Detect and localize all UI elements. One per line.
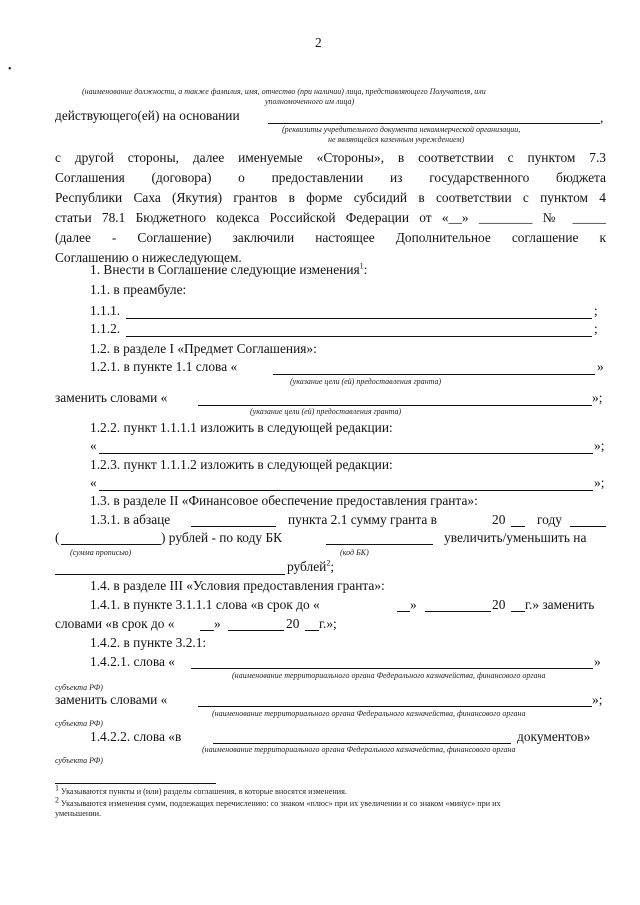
clause-1-4-2-2-end: документов» xyxy=(517,729,591,744)
footnote-separator xyxy=(55,783,216,784)
intro-line-2: Соглашения (договора) о предоставлении из государственного бюджета xyxy=(55,170,606,185)
replace-label-1: заменить словами « xyxy=(55,390,168,405)
clause-1-2: 1.2. в разделе I «Предмет Соглашения»: xyxy=(90,341,317,356)
clause-1-4-1-year2: 20 xyxy=(286,616,300,631)
clause-1-4-1-quote: » xyxy=(410,597,417,612)
clause-1-2-1-label: 1.2.1. в пункте 1.1 слова « xyxy=(90,359,238,374)
clause-1-3-1-paragraph-blank xyxy=(191,526,276,527)
note-sum-in-words: (сумма прописью) xyxy=(70,548,132,557)
clause-1: 1. Внести в Соглашение следующие изменения$^1$: xyxy=(90,261,368,277)
clause-1-4-1-month2-blank xyxy=(228,630,284,631)
clause-1-4-1-day-blank xyxy=(397,611,410,612)
clause-1-3-1-e: увеличить/уменьшить на xyxy=(444,530,587,545)
clause-1-1-2-blank xyxy=(126,336,592,337)
note-grant-purpose-1: (указание цели (ей) предоставления гранта) xyxy=(290,377,442,386)
clause-1-2-2: 1.2.2. пункт 1.1.1.1 изложить в следующей редакции: xyxy=(90,420,393,435)
clause-1-4: 1.4. в разделе III «Условия предоставления гранта»: xyxy=(90,578,385,593)
clause-1-2-3-open: « xyxy=(90,475,97,490)
replace-end-1: »; xyxy=(592,390,603,405)
note-charter-document-2: не являющейся казенным учреждением) xyxy=(328,135,465,144)
note-treasury-2a: (наименование территориального органа Федерального казначейства, финансового органа xyxy=(212,709,526,718)
clause-1-3-1-year-blank xyxy=(511,526,525,527)
replace-blank-1 xyxy=(198,405,592,406)
replace-blank-2 xyxy=(198,706,592,707)
clause-1-2-2-end: »; xyxy=(594,438,605,453)
intro-line-5: (далее - Соглашение) заключили настоящее Дополнительное соглашение к xyxy=(55,230,606,245)
clause-1-4-2-1-label: 1.4.2.1. слова « xyxy=(90,654,175,669)
note-charter-document-1: (реквизиты учредительного документа некоммерческой организации, xyxy=(282,125,521,134)
clause-1-1-2-label: 1.1.2. xyxy=(90,321,121,336)
clause-1-3-1-paren-open: ( xyxy=(55,530,60,545)
clause-1-4-1-a: 1.4.1. в пункте 3.1.1.1 слова «в срок до « xyxy=(90,597,320,612)
clause-1-4-1-c: словами «в срок до « xyxy=(55,616,175,631)
clause-1-4-2-2-blank xyxy=(213,743,511,744)
clause-1-3-1-a: 1.3.1. в абзаце xyxy=(90,512,171,527)
clause-1-4-1-month-blank xyxy=(425,611,491,612)
clause-1-2-3-blank xyxy=(99,490,593,491)
intro-line-3: Республики Саха (Якутия) грантов в форме субсидий в соответствии с пунктом 4 xyxy=(55,190,606,205)
clause-1-4-1-year: 20 xyxy=(492,597,506,612)
intro-line-4: статьи 78.1 Бюджетного кодекса Российской Федерации от «__» ________ № _____ xyxy=(55,210,606,225)
clause-1-3-1-words-blank xyxy=(61,544,161,545)
clause-1-3-1-rubles: рублей$^2$; xyxy=(287,558,335,574)
note-treasury-3a: (наименование территориального органа Федерального казначейства, финансового органа xyxy=(202,745,516,754)
acting-basis-comma: , xyxy=(600,110,604,125)
clause-1-4-1-quote2: » xyxy=(214,616,221,631)
intro-line-6: Соглашению о нижеследующем. xyxy=(55,250,242,265)
clause-1-4-2-1-quote: » xyxy=(594,654,601,669)
note-treasury-2b: субъекта РФ) xyxy=(55,719,103,728)
clause-1-2-2-open: « xyxy=(90,438,97,453)
clause-1-2-3-end: »; xyxy=(594,475,605,490)
clause-1-4-1-year-blank xyxy=(511,611,525,612)
note-grant-purpose-2: (указание цели (ей) предоставления гранта) xyxy=(250,407,402,416)
acting-basis-label: действующего(ей) на основании xyxy=(55,108,240,123)
footnote-2-line-1: $^2$ Указываются изменения сумм, подлежащих перечислению: со знаком «плюс» при их увеличении и со знаком «минус» при их xyxy=(55,795,501,808)
footnote-1: $^1$ Указываются пункты и (или) разделы соглашения, в которые вносятся изменения. xyxy=(55,783,347,796)
clause-1-4-2-1-blank xyxy=(191,668,593,669)
clause-1-3: 1.3. в разделе II «Финансовое обеспечение предоставления гранта»: xyxy=(90,493,478,508)
clause-1-3-1-amount-blank xyxy=(55,574,285,575)
clause-1-1: 1.1. в преамбуле: xyxy=(90,282,187,297)
clause-1-1-1-label: 1.1.1. xyxy=(90,303,121,318)
note-treasury-1a: (наименование территориального органа Федерального казначейства, финансового органа xyxy=(232,671,546,680)
clause-1-4-1-year2-blank xyxy=(305,630,319,631)
replace-end-2: »; xyxy=(592,692,603,707)
clause-1-2-3: 1.2.3. пункт 1.1.1.2 изложить в следующей редакции: xyxy=(90,457,393,472)
clause-1-4-1-b: г.» заменить xyxy=(525,597,595,612)
intro-line-1: с другой стороны, далее именуемые «Стороны», в соответствии с пунктом 7.3 xyxy=(55,150,606,165)
clause-1-4-1-d: г.»; xyxy=(319,616,337,631)
clause-1-3-1-d: ) рублей - по коду БК xyxy=(161,530,283,545)
clause-1-4-2-2-label: 1.4.2.2. слова «в xyxy=(90,729,182,744)
page-number: 2 xyxy=(315,35,322,50)
replace-label-2: заменить словами « xyxy=(55,692,168,707)
note-treasury-3b: субъекта РФ) xyxy=(55,756,103,765)
clause-1-3-1-c: году xyxy=(537,512,562,527)
acting-basis-blank xyxy=(268,123,600,124)
footnote-2-line-2: уменьшении. xyxy=(55,809,102,818)
note-representative-name-2: уполномоченного им лица) xyxy=(265,97,355,106)
clause-1-4-1-day2-blank xyxy=(200,630,214,631)
clause-1-2-2-blank xyxy=(99,453,593,454)
note-treasury-1b: субъекта РФ) xyxy=(55,683,103,692)
clause-1-1-1-blank xyxy=(126,318,592,319)
clause-1-3-1-sum-blank xyxy=(570,526,606,527)
clause-1-2-1-blank xyxy=(273,374,595,375)
clause-1-3-1-year: 20 xyxy=(492,512,506,527)
clause-1-1-1-end: ; xyxy=(594,303,598,318)
clause-1-3-1-b: пункта 2.1 сумму гранта в xyxy=(288,512,437,527)
clause-1-2-1-quote: » xyxy=(597,359,604,374)
clause-1-3-1-kbk-blank xyxy=(326,544,433,545)
clause-1-4-2: 1.4.2. в пункте 3.2.1: xyxy=(90,635,207,650)
note-kbk-code: (код БК) xyxy=(340,548,369,557)
clause-1-1-2-end: ; xyxy=(594,321,598,336)
note-representative-name-1: (наименование должности, а также фамилия, имя, отчество (при наличии) лица, представляющего Получателя, или xyxy=(82,87,486,96)
margin-mark: • xyxy=(8,64,12,75)
